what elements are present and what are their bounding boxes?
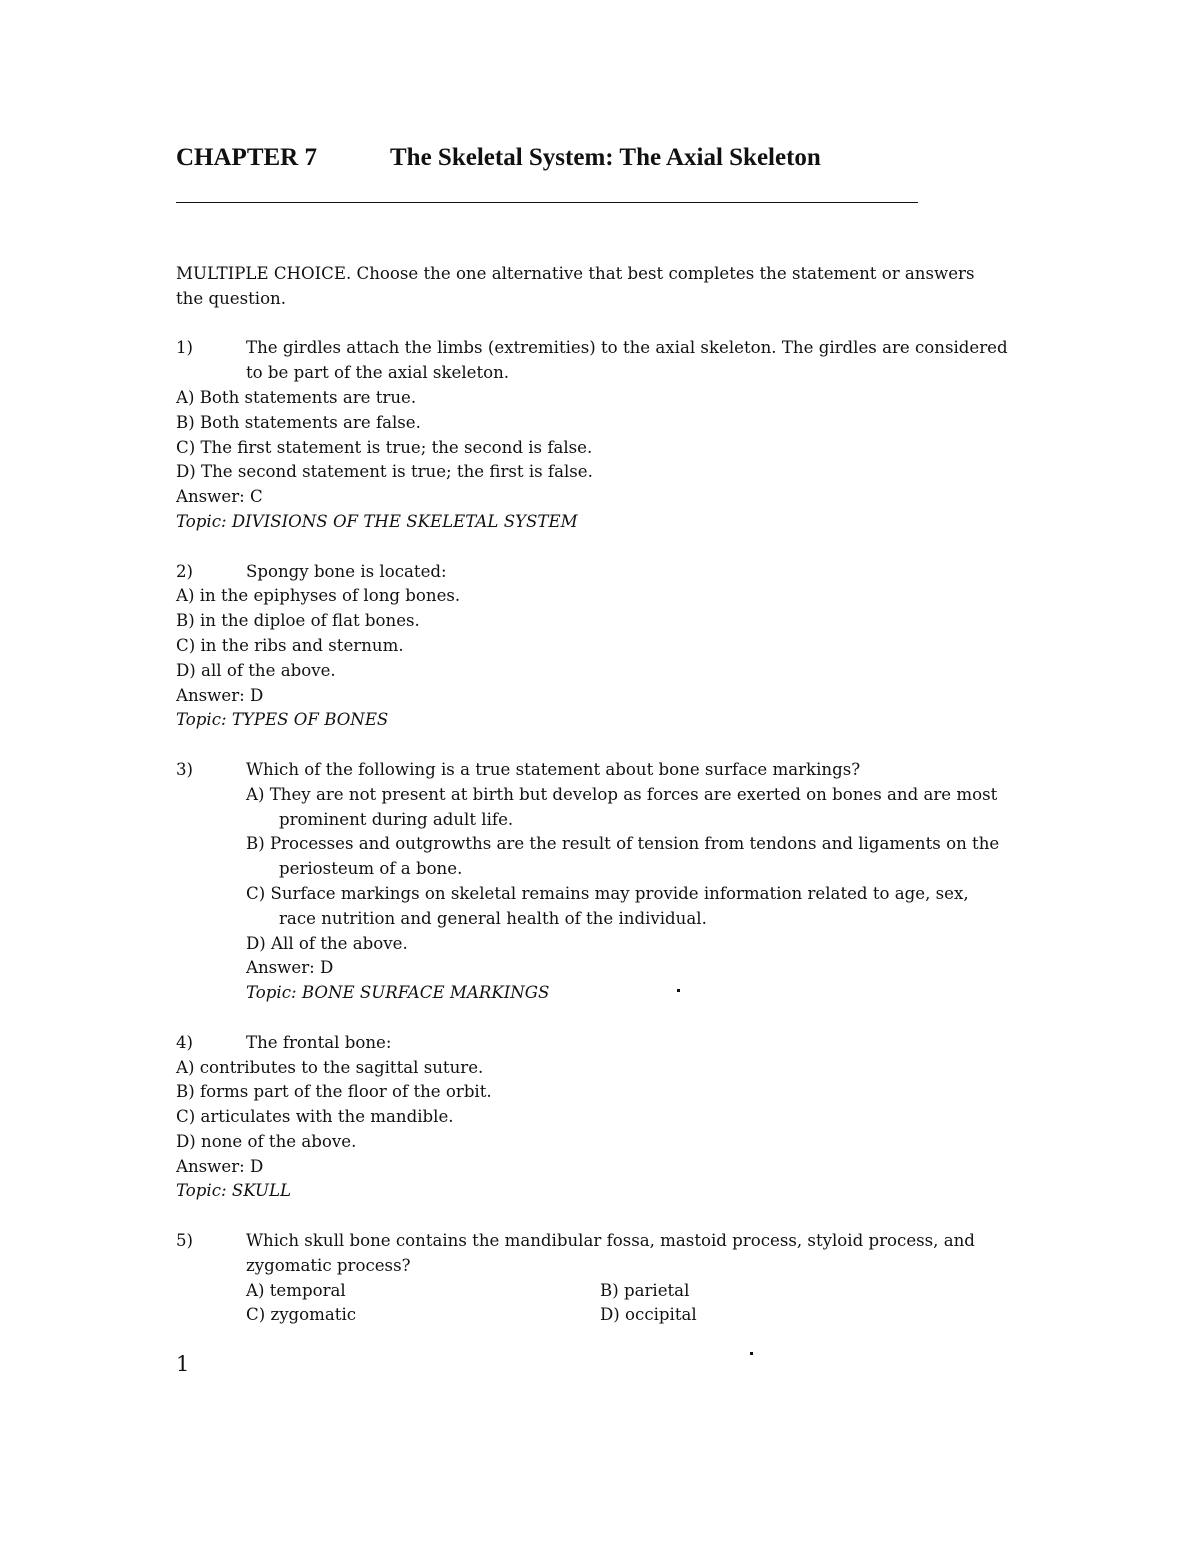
option-c: C) The first statement is true; the second is false.: [176, 437, 593, 457]
stray-mark: [750, 1352, 753, 1355]
option-a: A) Both statements are true.: [176, 387, 417, 407]
question-list: [176, 262, 1026, 1328]
option-a: A) They are not present at birth but develop as forces are exerted on bones and are most: [246, 784, 998, 804]
chapter-title: The Skeletal System: The Axial Skeleton: [390, 144, 821, 171]
question-text: The girdles attach the limbs (extremities) to the axial skeleton. The girdles are considered: [246, 338, 1008, 358]
question-text-cont: to be part of the axial skeleton.: [246, 363, 510, 383]
question-4: [176, 1031, 1026, 1205]
option-c: C) Surface markings on skeletal remains may provide information related to age, sex,: [246, 883, 969, 903]
answer: Answer: D: [176, 1156, 264, 1176]
option-d: D) all of the above.: [176, 660, 336, 680]
option-a-cont: prominent during adult life.: [279, 809, 514, 829]
topic: Topic: TYPES OF BONES: [176, 710, 389, 730]
option-c: C) in the ribs and sternum.: [176, 635, 404, 655]
option-c-cont: race nutrition and general health of the individual.: [279, 908, 707, 928]
option-c: C) zygomatic: [246, 1305, 357, 1325]
question-number: 4): [176, 1032, 194, 1052]
option-d: D) All of the above.: [246, 933, 408, 953]
question-text: Which of the following is a true statement about bone surface markings?: [246, 759, 861, 779]
option-b: B) in the diploe of flat bones.: [176, 611, 420, 631]
option-d: D) occipital: [600, 1305, 697, 1325]
question-2: [176, 560, 1026, 734]
option-c: C) articulates with the mandible.: [176, 1107, 454, 1127]
question-text: Which skull bone contains the mandibular fossa, mastoid process, styloid process, and: [246, 1231, 975, 1251]
answer: Answer: C: [176, 487, 263, 507]
option-a: A) in the epiphyses of long bones.: [176, 586, 461, 606]
question-number: 3): [176, 759, 194, 779]
question-text-cont: zygomatic process?: [246, 1255, 411, 1275]
option-d: D) The second statement is true; the first is false.: [176, 462, 593, 482]
topic: Topic: DIVISIONS OF THE SKELETAL SYSTEM: [176, 511, 578, 531]
option-b: B) forms part of the floor of the orbit.: [176, 1082, 492, 1102]
topic: Topic: BONE SURFACE MARKINGS: [246, 983, 550, 1003]
instructions-line-1: MULTIPLE CHOICE. Choose the one alternative that best completes the statement or answers: [176, 264, 975, 283]
question-number: 2): [176, 561, 194, 581]
question-number: 1): [176, 338, 194, 358]
instructions-line-2: the question.: [176, 288, 287, 308]
stray-mark: [677, 989, 680, 992]
option-d: D) none of the above.: [176, 1131, 357, 1151]
answer: Answer: D: [176, 685, 264, 705]
answer: Answer: D: [246, 958, 334, 978]
question-number: 5): [176, 1231, 194, 1251]
topic: Topic: SKULL: [176, 1181, 292, 1201]
page-number: 1: [176, 1352, 190, 1376]
option-a: A) temporal: [246, 1280, 346, 1300]
question-1: [176, 336, 1026, 534]
option-b: B) Both statements are false.: [176, 412, 421, 432]
option-b: B) Processes and outgrowths are the result of tension from tendons and ligaments on the: [246, 834, 1000, 854]
question-3: [176, 758, 1026, 1006]
header-rule: [176, 202, 918, 203]
chapter-header: [176, 140, 918, 176]
option-b-cont: periosteum of a bone.: [279, 859, 463, 879]
chapter-number: CHAPTER 7: [176, 144, 317, 171]
question-5: [176, 1229, 1026, 1328]
question-text: The frontal bone:: [246, 1032, 392, 1052]
option-a: A) contributes to the sagittal suture.: [176, 1057, 484, 1077]
option-b: B) parietal: [600, 1280, 690, 1300]
question-text: Spongy bone is located:: [246, 561, 447, 581]
